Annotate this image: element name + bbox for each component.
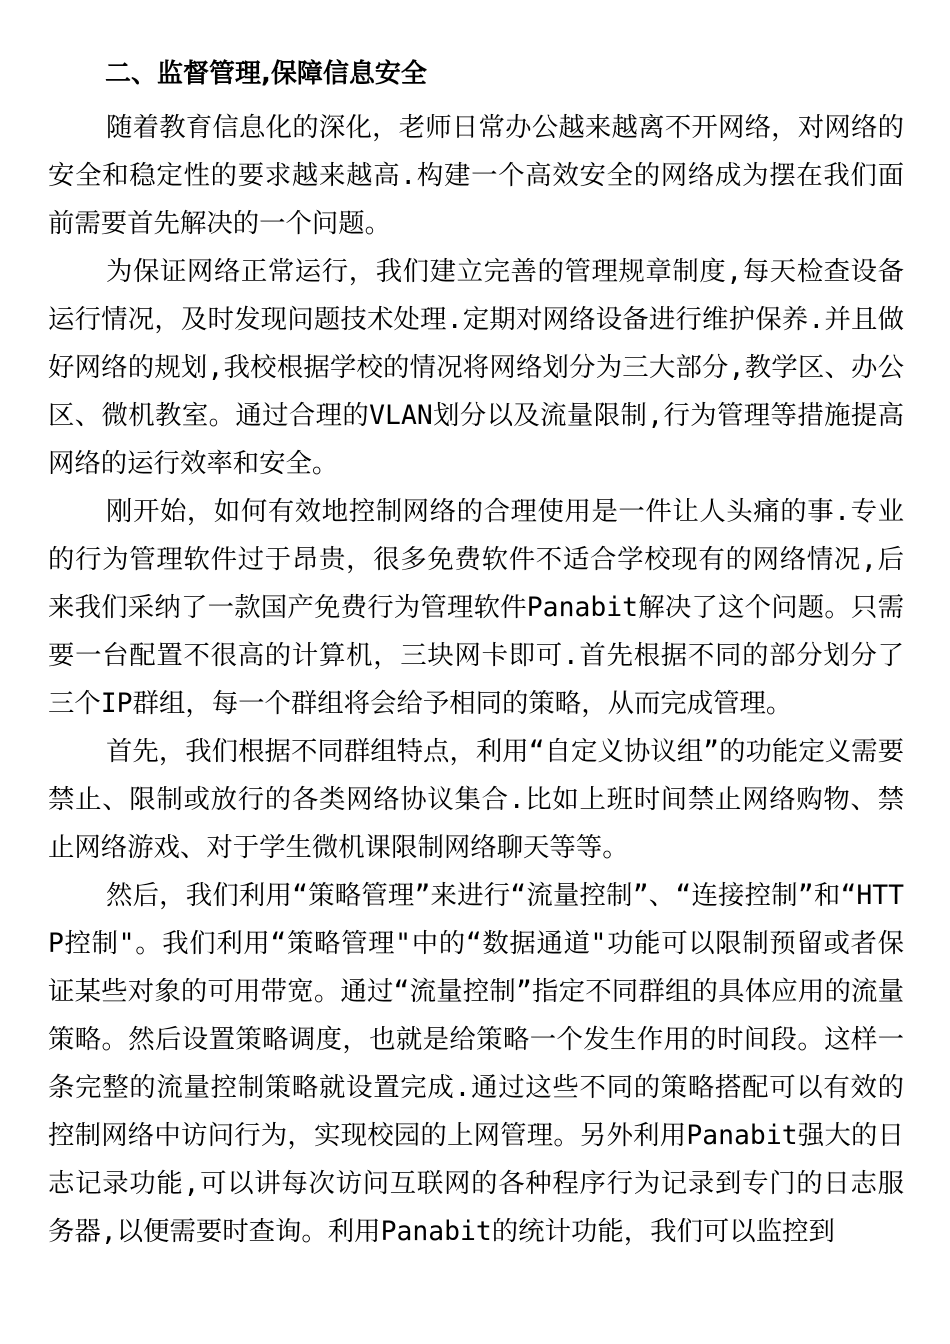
paragraph-network-management: 为保证网络正常运行，我们建立完善的管理规章制度,每天检查设备运行情况，及时发现问题技术处理.定期对网络设备进行维护保养.并且做好网络的规划,我校根据学校的情况将网络划分为三大部分,教学区、办公区、微机教室。通过合理的VLAN划分以及流量限制,行为管理等措施提高网络的运行效率和安全。 [48, 256, 904, 479]
paragraph-intro: 随着教育信息化的深化，老师日常办公越来越离不开网络，对网络的安全和稳定性的要求越来越高.构建一个高效安全的网络成为摆在我们面前需要首先解决的一个问题。 [48, 112, 904, 239]
section-heading: 二、监督管理,保障信息安全 [105, 59, 427, 89]
document-body [48, 104, 904, 1256]
paragraph-panabit-adoption: 刚开始，如何有效地控制网络的合理使用是一件让人头痛的事.专业的行为管理软件过于昂贵，很多免费软件不适合学校现有的网络情况,后来我们采纳了一款国产免费行为管理软件Panabit解决了这个问题。只需要一台配置不很高的计算机，三块网卡即可.首先根据不同的部分划分了三个IP群组，每一个群组将会给予相同的策略，从而完成管理。 [48, 496, 904, 719]
paragraph-policy-management: 然后，我们利用“策略管理”来进行“流量控制”、“连接控制”和“HTTP控制"。我们利用“策略管理"中的“数据通道"功能可以限制预留或者保证某些对象的可用带宽。通过“流量控制”指定不同群组的具体应用的流量策略。然后设置策略调度，也就是给策略一个发生作用的时间段。这样一条完整的流量控制策略就设置完成.通过这些不同的策略搭配可以有效的控制网络中访问行为，实现校园的上网管理。另外利用Panabit强大的日志记录功能,可以讲每次访问互联网的各种程序行为记录到专门的日志服务器,以便需要时查询。利用Panabit的统计功能，我们可以监控到 [48, 880, 904, 1247]
paragraph-protocol-groups: 首先，我们根据不同群组特点，利用“自定义协议组”的功能定义需要禁止、限制或放行的各类网络协议集合.比如上班时间禁止网络购物、禁止网络游戏、对于学生微机课限制网络聊天等等。 [48, 736, 904, 863]
